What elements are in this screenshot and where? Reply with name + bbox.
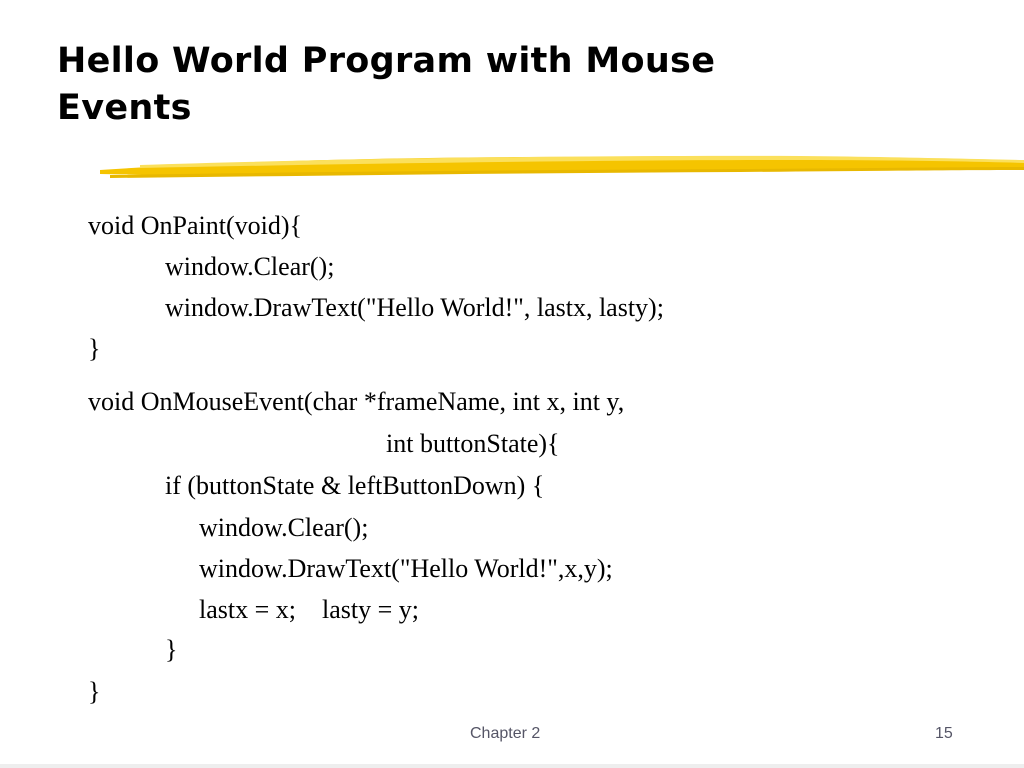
- code-line-6: int buttonState){: [386, 429, 560, 458]
- code-line-4: }: [88, 334, 101, 363]
- code-line-3: window.DrawText("Hello World!", lastx, lasty);: [165, 293, 664, 322]
- slide-title-line-2: Events: [57, 88, 192, 128]
- code-line-1: void OnPaint(void){: [88, 211, 302, 240]
- slide-title: [57, 38, 715, 132]
- code-line-5: void OnMouseEvent(char *frameName, int x, int y,: [88, 387, 625, 416]
- code-line-11: }: [165, 635, 178, 664]
- code-line-7: if (buttonState & leftButtonDown) {: [165, 471, 545, 500]
- bottom-strip: [0, 764, 1024, 768]
- footer-page-number: 15: [935, 725, 953, 742]
- code-line-9: window.DrawText("Hello World!",x,y);: [199, 554, 613, 583]
- code-line-10: lastx = x; lasty = y;: [199, 595, 419, 624]
- code-line-12: }: [88, 677, 101, 706]
- slide-title-line-1: Hello World Program with Mouse: [57, 41, 716, 81]
- yellow-brush-rule: [100, 148, 1024, 188]
- footer-chapter: Chapter 2: [470, 725, 541, 742]
- code-line-2: window.Clear();: [165, 252, 335, 281]
- code-line-8: window.Clear();: [199, 513, 369, 542]
